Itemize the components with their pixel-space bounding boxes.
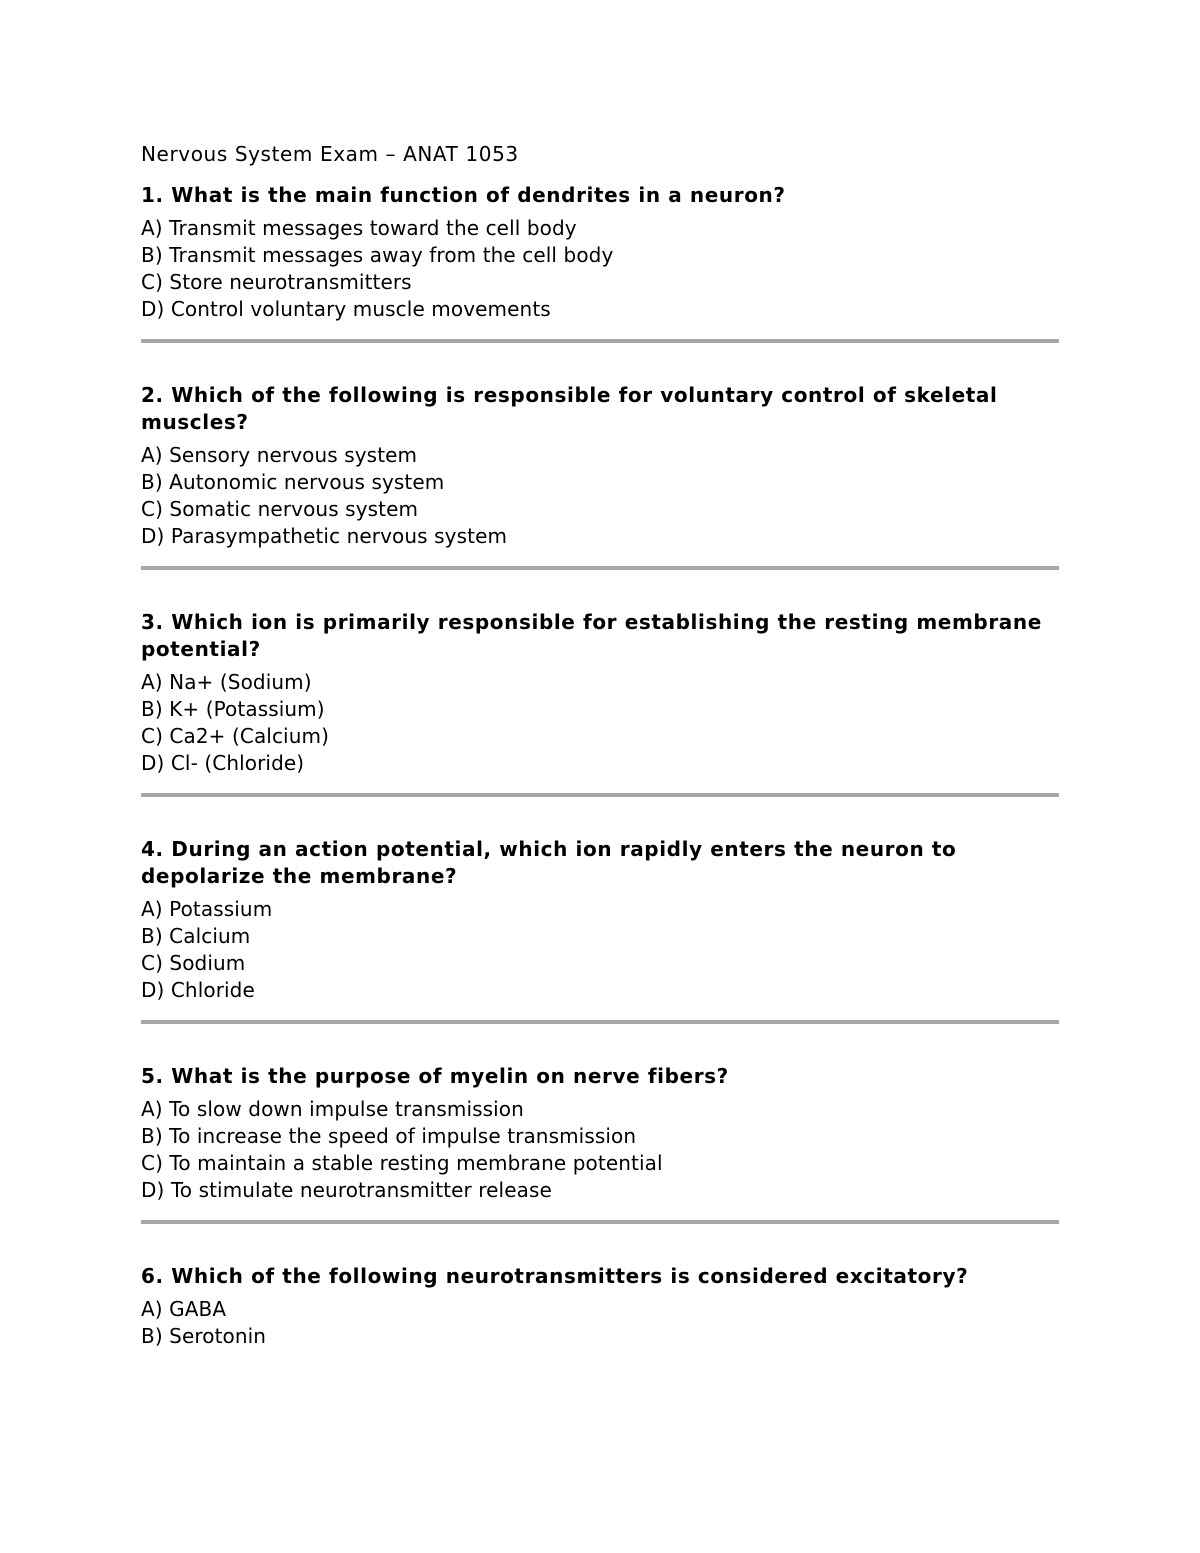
- page-title: Nervous System Exam – ANAT 1053: [141, 142, 519, 166]
- option-b: B) K+ (Potassium): [141, 697, 325, 721]
- option-d: D) Parasympathetic nervous system: [141, 524, 508, 548]
- option-d: D) Cl- (Chloride): [141, 751, 305, 775]
- question-5: [141, 1063, 1059, 1204]
- question-divider: [141, 1220, 1059, 1224]
- option-list: [141, 442, 1059, 550]
- question-text: 2. Which of the following is responsible for voluntary control of skeletal muscles?: [141, 383, 998, 434]
- option-b: B) To increase the speed of impulse transmission: [141, 1124, 637, 1148]
- question-4: [141, 836, 1059, 1004]
- option-a: A) To slow down impulse transmission: [141, 1097, 524, 1121]
- option-c: C) To maintain a stable resting membrane potential: [141, 1151, 663, 1175]
- question-2: [141, 382, 1059, 550]
- option-a: A) Na+ (Sodium): [141, 670, 312, 694]
- question-divider: [141, 339, 1059, 343]
- option-a: A) Potassium: [141, 897, 273, 921]
- option-a: A) GABA: [141, 1297, 227, 1321]
- question-text: 3. Which ion is primarily responsible for establishing the resting membrane potential?: [141, 610, 1042, 661]
- option-d: D) Control voluntary muscle movements: [141, 297, 551, 321]
- option-c: C) Sodium: [141, 951, 246, 975]
- option-c: C) Somatic nervous system: [141, 497, 419, 521]
- question-divider: [141, 1020, 1059, 1024]
- question-text: 6. Which of the following neurotransmitters is considered excitatory?: [141, 1264, 969, 1288]
- question-divider: [141, 793, 1059, 797]
- question-text: 5. What is the purpose of myelin on nerve fibers?: [141, 1064, 729, 1088]
- option-b: B) Serotonin: [141, 1324, 267, 1348]
- option-list: [141, 1296, 1059, 1350]
- question-divider: [141, 566, 1059, 570]
- question-1: [141, 182, 1059, 323]
- option-list: [141, 215, 1059, 323]
- option-d: D) To stimulate neurotransmitter release: [141, 1178, 552, 1202]
- option-list: [141, 669, 1059, 777]
- option-d: D) Chloride: [141, 978, 255, 1002]
- question-3: [141, 609, 1059, 777]
- question-text: 1. What is the main function of dendrites in a neuron?: [141, 183, 786, 207]
- exam-page: [141, 140, 1059, 1350]
- question-text: 4. During an action potential, which ion rapidly enters the neuron to depolarize the membrane?: [141, 837, 957, 888]
- option-a: A) Sensory nervous system: [141, 443, 418, 467]
- option-b: B) Transmit messages away from the cell body: [141, 243, 614, 267]
- option-c: C) Ca2+ (Calcium): [141, 724, 329, 748]
- option-b: B) Autonomic nervous system: [141, 470, 445, 494]
- option-a: A) Transmit messages toward the cell body: [141, 216, 577, 240]
- option-list: [141, 896, 1059, 1004]
- option-list: [141, 1096, 1059, 1204]
- option-b: B) Calcium: [141, 924, 251, 948]
- option-c: C) Store neurotransmitters: [141, 270, 412, 294]
- question-6: [141, 1263, 1059, 1350]
